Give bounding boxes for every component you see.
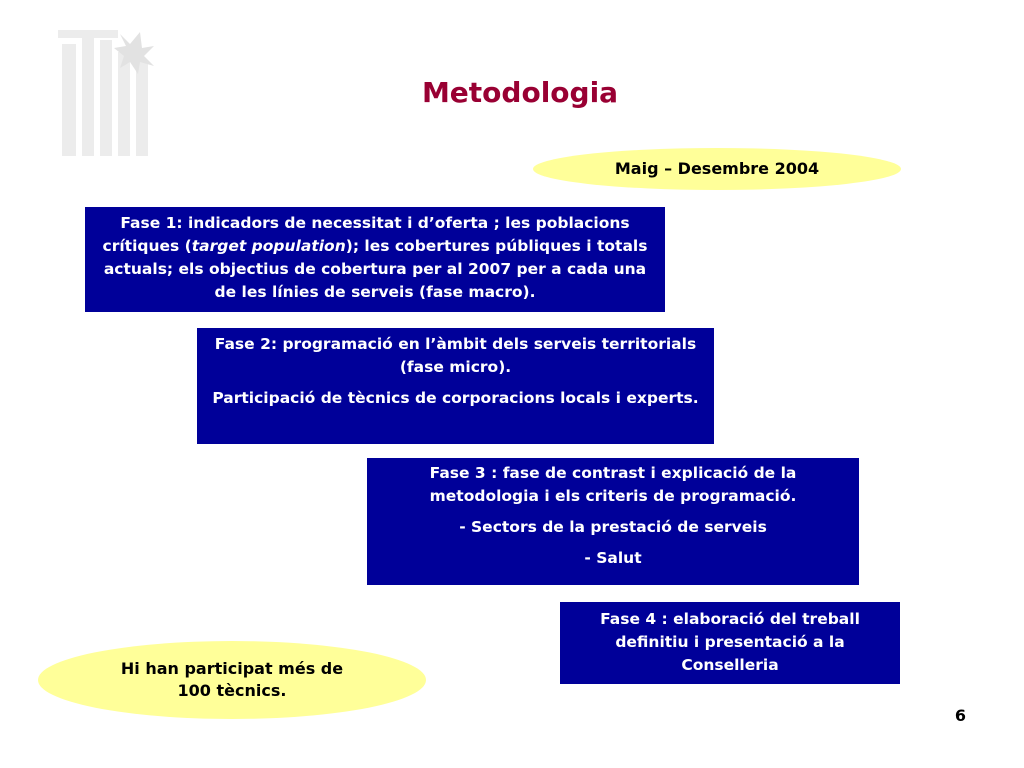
participants-note-line-2: 100 tècnics. xyxy=(177,681,287,700)
page-title: Metodologia xyxy=(421,76,619,109)
phase-3-box xyxy=(367,458,859,585)
phase-3-line-2: - Sectors de la prestació de serveis xyxy=(459,517,767,536)
phase-4-text: Fase 4 : elaboració del treball definitiu i presentació a la Conselleria xyxy=(600,610,860,674)
page-number: 6 xyxy=(954,706,966,725)
phase-2-box xyxy=(197,328,714,444)
phase-1-text-end: ); les cobertures públiques i totals actuals; els objectius de cobertura per al 2007 per a cada una de les línies de serveis (fase macro). xyxy=(103,236,648,301)
phase-2-line-1: Fase 2: programació en l’àmbit dels serveis territorials (fase micro). xyxy=(214,335,697,376)
phase-1-emphasis: target population xyxy=(191,236,346,255)
phase-1-text xyxy=(97,212,653,304)
participants-note-line-1: Hi han participat més de xyxy=(120,659,344,679)
phase-1-text-start: Fase 1: indicadors de necessitat i d’oferta ; les poblacions crítiques ( xyxy=(102,214,630,255)
period-badge: Maig – Desembre 2004 xyxy=(533,148,901,190)
phase-4-box xyxy=(560,602,900,684)
phase-3-line-3: - Salut xyxy=(584,548,642,567)
phase-3-line-1: Fase 3 : fase de contrast i explicació de la metodologia i els criteris de programació. xyxy=(429,464,797,505)
phase-2-line-2: Participació de tècnics de corporacions locals i experts. xyxy=(212,388,699,407)
phase-1-box xyxy=(85,207,665,312)
participants-note xyxy=(38,641,426,719)
